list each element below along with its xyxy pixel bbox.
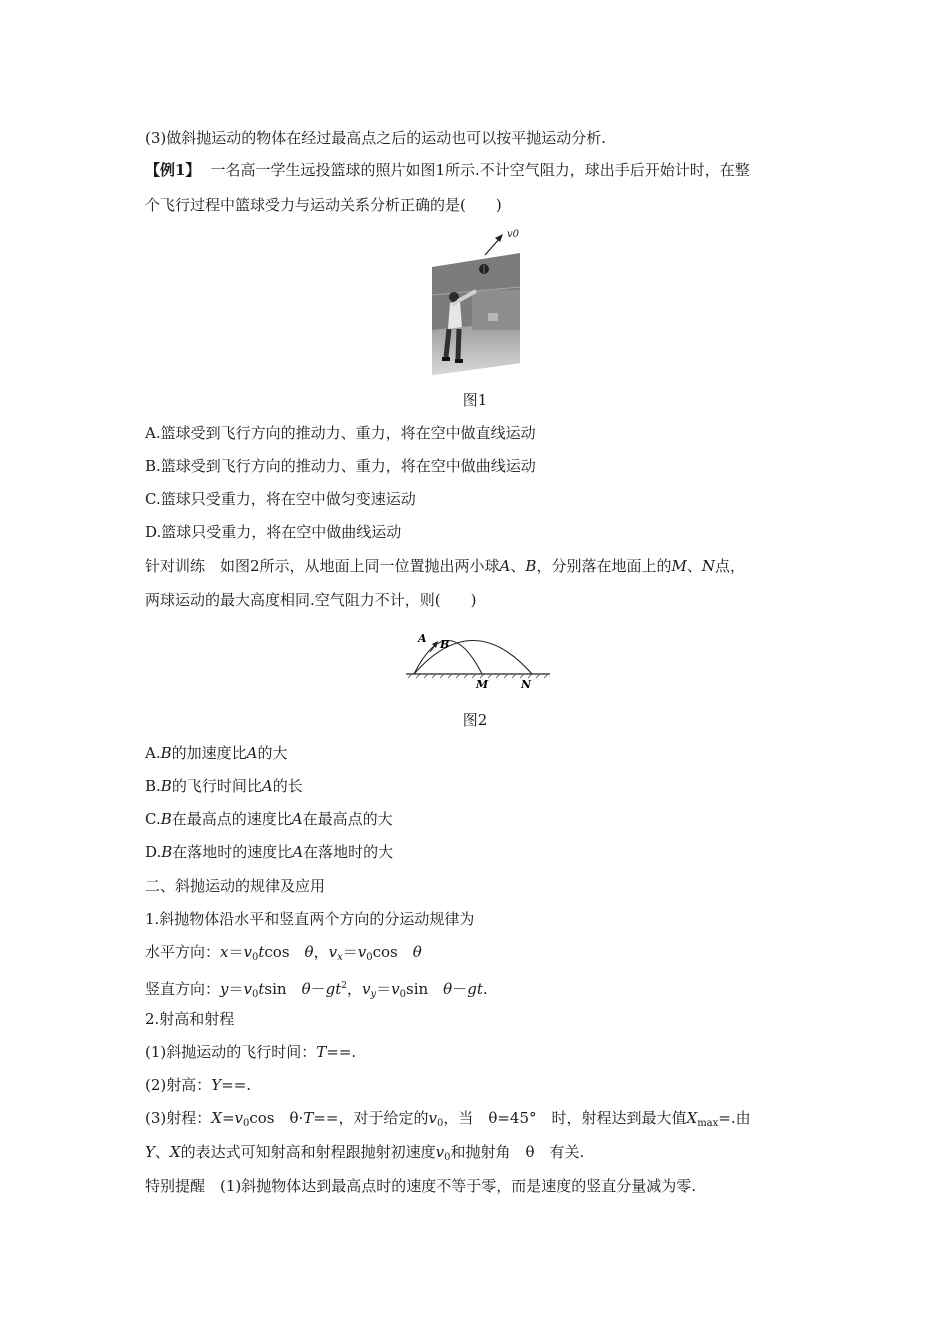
figure-1-caption: 图1 — [462, 391, 488, 409]
example-text: 一名高一学生远投篮球的照片如图1所示.不计空气阻力，球出手后开始计时，在整 — [210, 161, 750, 179]
velocity-label: v0 — [507, 229, 520, 240]
figure-2-caption: 图2 — [462, 711, 488, 729]
special-note: 特别提醒 (1)斜抛物体达到最高点时的速度不等于零，而是速度的竖直分量减为零. — [145, 1177, 697, 1195]
label-N: N — [521, 678, 532, 691]
text-line: 个飞行过程中篮球受力与运动关系分析正确的是( ) — [145, 196, 502, 214]
vertical-formula: 竖直方向：$y=v_0tsin$ $\theta-gt^2$，$v_y=v_0\sin$ θ－gt. — [145, 980, 488, 1000]
option-c: C.B在最高点的速度比A在最高点的大 — [145, 810, 393, 828]
text-line: 两球运动的最大高度相同.空气阻力不计，则( ) — [145, 591, 477, 609]
horizontal-formula: 水平方向：$x=v_0tcos$ θ，$v_x=v_0\cos$ θ — [145, 943, 422, 963]
flight-time-line: (1)斜抛运动的飞行时间：T==. — [145, 1043, 357, 1061]
option-b: B.B的飞行时间比A的长 — [145, 777, 303, 795]
example-1-line — [145, 160, 750, 180]
training-line: 针对训练 如图2所示，从地面上同一位置抛出两小球A、B，分别落在地面上的M、N点， — [145, 557, 745, 575]
max-height-line: (2)射高：Y==. — [145, 1076, 252, 1094]
option-b: B.篮球受到飞行方向的推动力、重力，将在空中做曲线运动 — [145, 457, 536, 475]
trajectory-diagram — [404, 622, 552, 694]
option-d: D.篮球只受重力，将在空中做曲线运动 — [145, 523, 402, 541]
option-a: A.B的加速度比A的大 — [145, 744, 288, 762]
option-d: D.B在落地时的速度比A在落地时的大 — [145, 843, 394, 861]
section-heading: 二、斜抛运动的规律及应用 — [145, 877, 326, 895]
option-c: C.篮球只受重力，将在空中做匀变速运动 — [145, 490, 416, 508]
option-a: A.篮球受到飞行方向的推动力、重力，将在空中做直线运动 — [145, 424, 536, 442]
label-M: M — [476, 678, 489, 691]
text-line: 2.射高和射程 — [145, 1010, 235, 1028]
label-A: A — [418, 632, 427, 645]
example-tag: 【例1】 — [145, 161, 201, 179]
range-line-cont: Y、X的表达式可知射高和射程跟抛射初速度$v_0$和抛射角 θ 有关. — [145, 1143, 585, 1163]
text-line: (3)做斜抛运动的物体在经过最高点之后的运动也可以按平抛运动分析. — [145, 129, 607, 147]
range-line: (3)射程：$X=v_0\cos$ θ·T==，对于给定的$v_0$，当 θ=45° 时，射程达到最大值$X_{max}=$.由 — [145, 1109, 751, 1129]
label-B: B — [440, 638, 450, 651]
text-line: 1.斜抛物体沿水平和竖直两个方向的分运动规律为 — [145, 910, 475, 928]
